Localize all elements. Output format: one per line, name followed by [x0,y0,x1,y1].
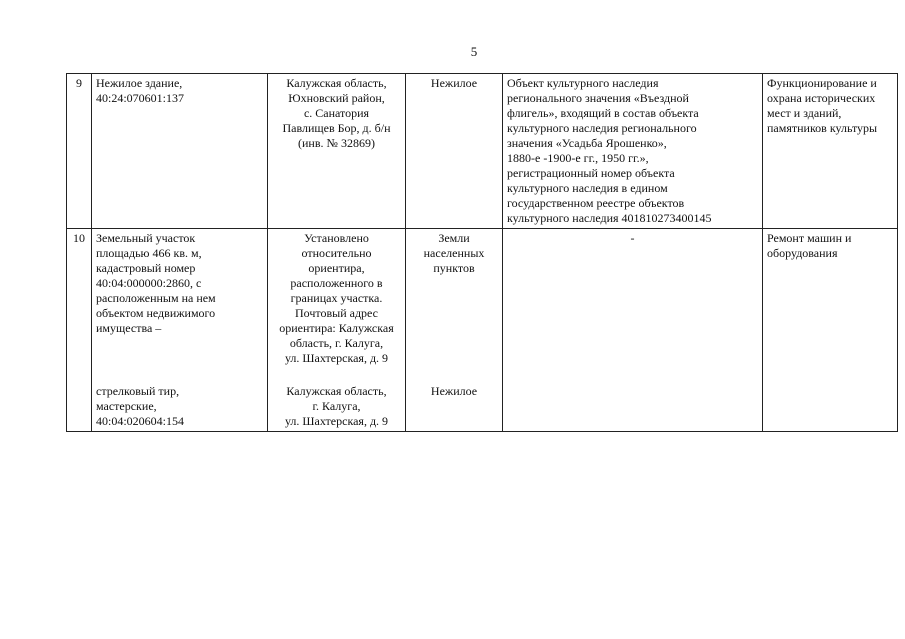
object-use [763,229,898,432]
use-line: охрана исторических [767,91,876,105]
type-line [410,351,498,366]
type-line: пунктов [433,261,475,275]
use-line: Функционирование и [767,76,877,90]
object-use [763,74,898,229]
address-line: ориентира, [308,261,365,275]
description-line: Объект культурного наследия [507,76,659,90]
type-line [410,306,498,321]
row-number: 10 [67,229,92,432]
name-line [96,336,263,351]
type-line: Нежилое [430,76,478,90]
name-line: мастерские, [96,399,157,413]
address-line: г. Калуга, [312,399,361,413]
page-number: 5 [470,44,478,59]
address-line: Почтовый адрес [294,306,378,320]
description-line: культурного наследия регионального [507,121,697,135]
address-line: Павлищев Бор, д. б/н [282,121,391,135]
name-line: стрелковый тир, [96,384,180,398]
description-line: государственном реестре объектов [507,196,685,210]
address-line: Юхновский район, [288,91,385,105]
address-line: с. Санатория [303,106,370,120]
address-line: (инв. № 32869) [298,136,375,150]
address-line: Установлено [304,231,369,245]
name-line: 40:24:070601:137 [96,91,185,105]
spacer [272,366,401,384]
address-line: расположенного в [290,276,383,290]
description-line: флигель», входящий в состав объекта [507,106,699,120]
object-type [406,229,503,432]
type-line [410,321,498,336]
address-line: область, г. Калуга, [289,336,384,350]
type-line [410,336,498,351]
table-row [67,74,898,229]
object-name [92,229,268,432]
name-line: Нежилое здание, [96,76,183,90]
description-line: культурного наследия 401810273400145 [507,211,712,225]
name-line: площадью 466 кв. м, [96,246,202,260]
type-line [410,291,498,306]
address-line: ориентира: Калужская [279,321,394,335]
type-line [410,276,498,291]
name-line: расположенным на нем [96,291,216,305]
use-line: памятников культуры [767,121,878,135]
spacer [410,366,498,384]
object-description [503,74,763,229]
use-line: мест и зданий, [767,106,842,120]
object-type [406,74,503,229]
description-line: культурного наследия в едином [507,181,668,195]
table-row [67,229,898,432]
object-address [268,229,406,432]
spacer [96,366,263,384]
object-address [268,74,406,229]
type-line: Нежилое [430,384,478,398]
object-description [503,229,763,432]
use-line: оборудования [767,246,838,260]
type-line: Земли [438,231,470,245]
name-line: 40:04:020604:154 [96,414,185,428]
address-line: относительно [301,246,372,260]
name-line: имущества – [96,321,162,335]
name-line: Земельный участок [96,231,196,245]
address-line: Калужская область, [286,76,387,90]
description-line: - [630,231,635,245]
name-line [96,351,263,366]
address-line: ул. Шахтерская, д. 9 [284,414,389,428]
object-name [92,74,268,229]
description-line: значения «Усадьба Ярошенко», [507,136,667,150]
description-line: регистрационный номер объекта [507,166,675,180]
property-table [66,73,898,432]
description-line: 1880-е -1900-е гг., 1950 гг.», [507,151,649,165]
description-line: регионального значения «Въездной [507,91,689,105]
address-line: Калужская область, [286,384,387,398]
row-number: 9 [67,74,92,229]
name-line: кадастровый номер [96,261,196,275]
type-line: населенных [423,246,485,260]
use-line: Ремонт машин и [767,231,852,245]
address-line: ул. Шахтерская, д. 9 [284,351,389,365]
address-line: границах участка. [290,291,383,305]
name-line: 40:04:000000:2860, с [96,276,202,290]
name-line: объектом недвижимого [96,306,216,320]
